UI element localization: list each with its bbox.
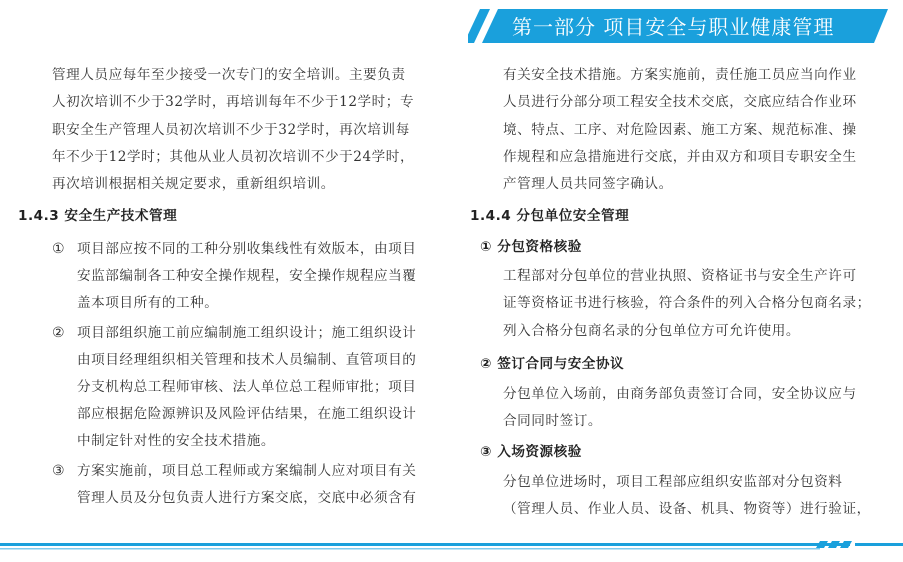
- paragraph-line: 列入合格分包商名录的分包单位方可允许使用。: [503, 323, 801, 339]
- paragraph-line: 年不少于12学时；其他从业人员初次培训不少于24学时，: [52, 149, 415, 165]
- paragraph-line: 职安全生产管理人员初次培训不少于32学时，再次培训每: [52, 122, 410, 138]
- list-marker: ①: [52, 241, 65, 257]
- list-item-line: 项目部应按不同的工种分别收集线性有效版本，由项目: [77, 241, 417, 257]
- list-item-line: 中制定针对性的安全技术措施。: [77, 433, 276, 449]
- paragraph-line: 合同同时签订。: [503, 413, 603, 429]
- paragraph-line: 人初次培训不少于32学时，再培训每年不少于12学时；专: [52, 94, 415, 110]
- paragraph-line: 工程部对分包单位的营业执照、资格证书与安全生产许可: [503, 268, 857, 284]
- list-item-line: 方案实施前，项目总工程师或方案编制人应对项目有关: [77, 463, 417, 479]
- subsection-title: ② 签订合同与安全协议: [480, 356, 625, 372]
- footer-band: [0, 538, 903, 558]
- paragraph-line: 再次培训根据相关规定要求，重新组织培训。: [52, 176, 335, 192]
- paragraph-line: 境、特点、工序、对危险因素、施工方案、规范标准、操: [503, 122, 857, 138]
- paragraph-line: 人员进行分部分项工程安全技术交底，交底应结合作业环: [503, 94, 857, 110]
- list-item-line: 分支机构总工程师审核、法人单位总工程师审批；项目: [77, 379, 417, 395]
- list-item-line: 管理人员及分包负责人进行方案交底，交底中必须含有: [77, 490, 417, 506]
- list-item-line: 项目部组织施工前应编制施工组织设计；施工组织设计: [77, 325, 417, 341]
- list-marker: ②: [52, 325, 65, 341]
- list-item-line: 由项目经理组织相关管理和技术人员编制、直管项目的: [77, 352, 417, 368]
- subsection-title: ③ 入场资源核验: [480, 444, 582, 460]
- page-section-title: 第一部分 项目安全与职业健康管理: [512, 15, 835, 39]
- paragraph-line: （管理人员、作业人员、设备、机具、物资等）进行验证，: [503, 501, 871, 517]
- paragraph-line: 有关安全技术措施。方案实施前，责任施工员应当向作业: [503, 67, 857, 83]
- paragraph-line: 分包单位入场前，由商务部负责签订合同，安全协议应与: [503, 386, 857, 402]
- paragraph-line: 证等资格证书进行核验，符合条件的列入合格分包商名录；: [503, 295, 871, 311]
- footer-band-shape: [0, 538, 903, 558]
- paragraph-line: 产管理人员共同签字确认。: [503, 176, 673, 192]
- section-heading-1-4-3: 1.4.3 安全生产技术管理: [18, 208, 178, 224]
- paragraph-line: 管理人员应每年至少接受一次专门的安全培训。主要负责: [52, 67, 406, 83]
- list-marker: ③: [52, 463, 65, 479]
- list-item-line: 部应根据危险源辨识及风险评估结果，在施工组织设计: [77, 406, 417, 422]
- list-item-line: 盖本项目所有的工种。: [77, 295, 219, 311]
- list-item-line: 安监部编制各工种安全操作规程，安全操作规程应当覆: [77, 268, 417, 284]
- subsection-title: ① 分包资格核验: [480, 239, 582, 255]
- paragraph-line: 作规程和应急措施进行交底，并由双方和项目专职安全生: [503, 149, 857, 165]
- paragraph-line: 分包单位进场时，项目工程部应组织安监部对分包资料: [503, 474, 843, 490]
- section-heading-1-4-4: 1.4.4 分包单位安全管理: [470, 208, 630, 224]
